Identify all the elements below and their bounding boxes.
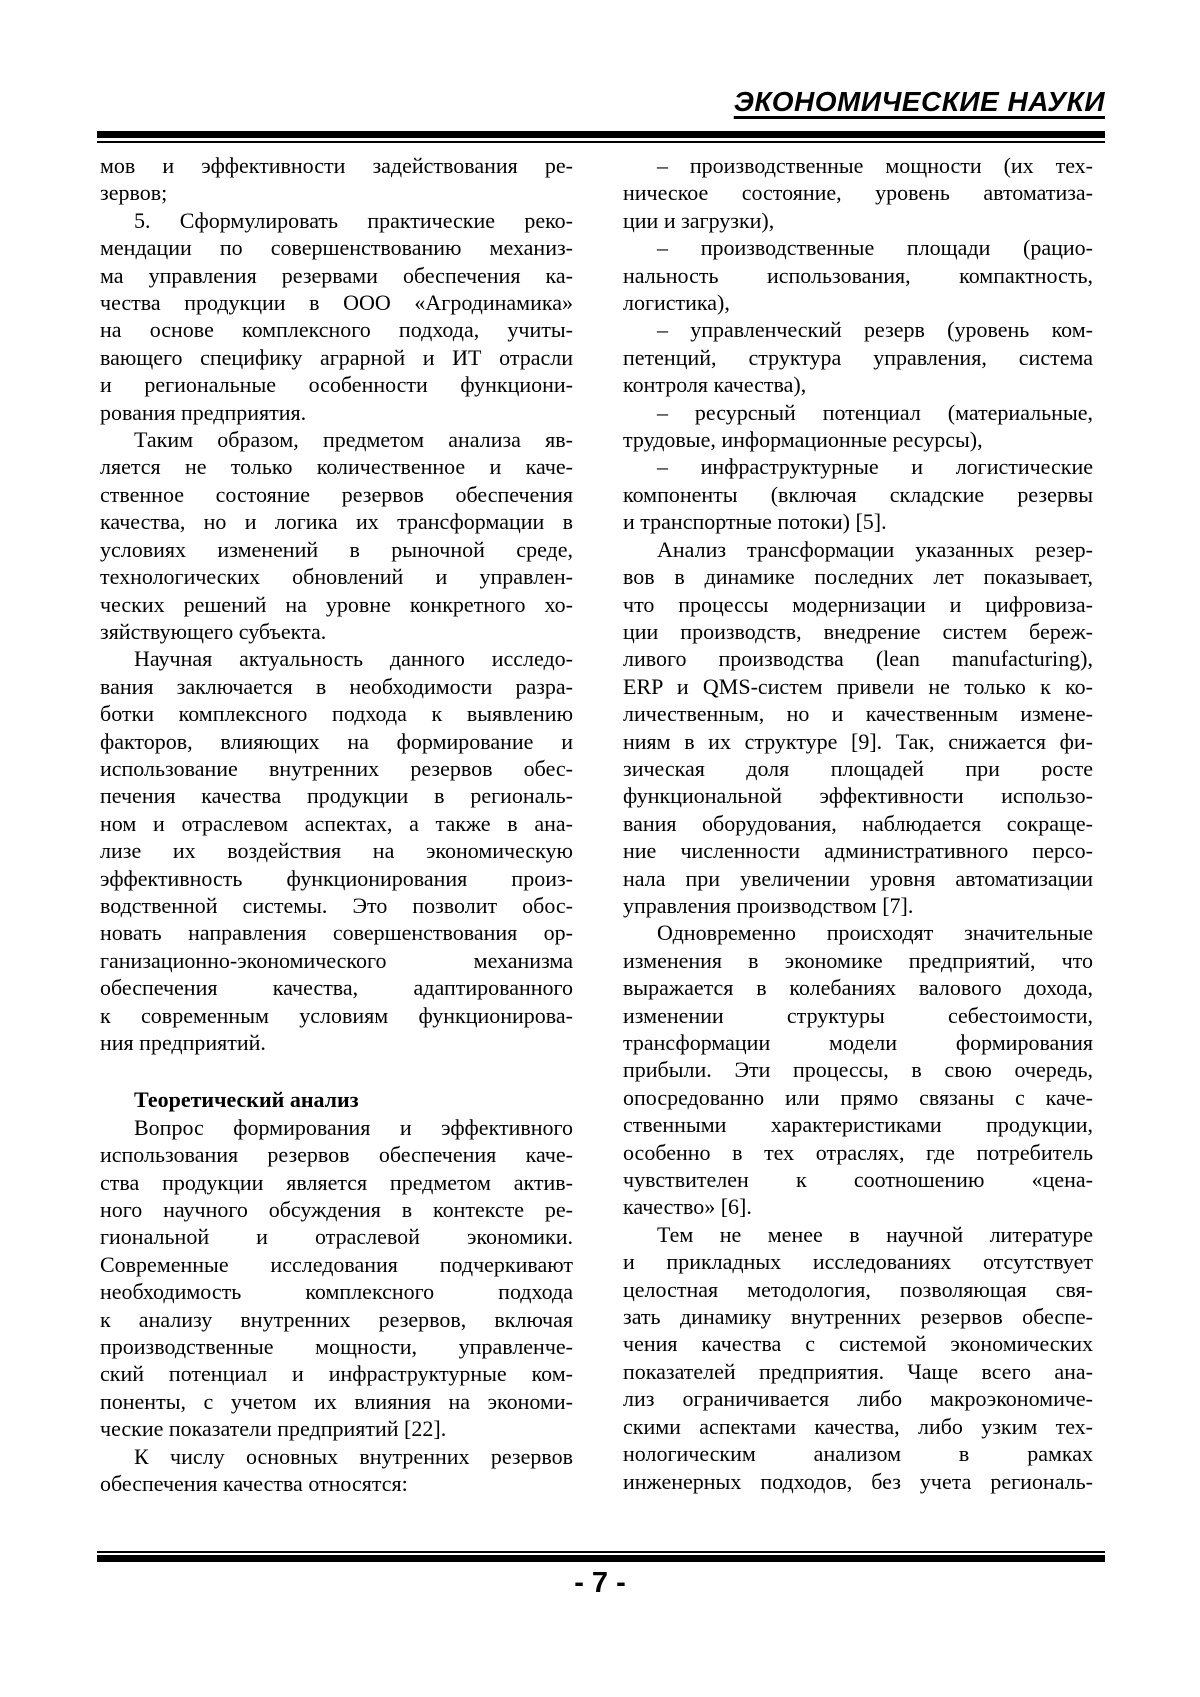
text-line: Тем не менее в научной литературе — [657, 1221, 1093, 1247]
text-line: ческие показатели предприятий [22]. — [100, 1416, 447, 1442]
text-line: ции производств, внедрение систем береж- — [623, 618, 1093, 644]
text-line: печения качества продукции в региональ- — [100, 783, 573, 809]
text-line: качество» [6]. — [623, 1194, 752, 1220]
text-line: ливого производства (lean manufacturing), — [623, 646, 1093, 672]
text-line: новать направления совершенствования ор- — [100, 920, 573, 946]
text-line: чувствителен к соотношению «цена- — [623, 1167, 1093, 1193]
footer-rule-thick-bar — [97, 1555, 1105, 1562]
text-line: 5. Сформулировать практические реко- — [134, 207, 573, 233]
header-rule — [97, 131, 1105, 143]
text-line: ственное состояние резервов обеспечения — [100, 481, 573, 507]
text-line: и прикладных исследованиях отсутствует — [623, 1249, 1093, 1275]
text-line: рования предприятия. — [100, 399, 307, 425]
text-line: обеспечения качества, адаптированного — [100, 975, 573, 1001]
text-line: ства продукции является предметом актив- — [100, 1169, 573, 1195]
text-line: ном и отраслевом аспектах, а также в ана- — [100, 810, 573, 836]
text-line: лизе их воздействия на экономическую — [100, 838, 573, 864]
text-line: нологическим анализом в рамках — [623, 1441, 1093, 1467]
text-line: обеспечения качества относятся: — [100, 1471, 408, 1497]
paragraph — [100, 1443, 573, 1498]
text-line: нала при увеличении уровня автоматизации — [623, 865, 1093, 891]
text-line: условиях изменений в рыночной среде, — [100, 536, 573, 562]
paragraph — [623, 453, 1093, 535]
text-line: прибыли. Эти процессы, в свою очередь, — [623, 1057, 1093, 1083]
text-line: ние численности административного персо- — [623, 838, 1093, 864]
page-number: - 7 - — [574, 1567, 626, 1599]
text-line: и региональные особенности функциони- — [100, 372, 573, 398]
text-line: к современным условиям функционирова- — [100, 1002, 573, 1028]
column-left — [100, 152, 573, 1498]
paragraph — [623, 399, 1093, 454]
text-line: показателей предприятия. Чаще всего ана- — [623, 1358, 1093, 1384]
paragraph — [100, 645, 573, 1056]
text-line: ственными характеристиками продукции, — [623, 1112, 1093, 1138]
text-line: ции и загрузки), — [623, 207, 775, 233]
text-line: Одновременно происходят значительные — [657, 920, 1093, 946]
text-line: зать динамику внутренних резервов обеспе- — [623, 1304, 1093, 1330]
text-line: зервов; — [100, 180, 168, 206]
text-line: ма управления резервами обеспечения ка- — [100, 262, 573, 288]
text-line: ERP и QMS-систем привели не только к ко- — [623, 673, 1093, 699]
text-line: использования резервов обеспечения каче- — [100, 1142, 573, 1168]
text-line: инженерных подходов, без учета региональ- — [623, 1468, 1093, 1494]
text-line: использование внутренних резервов обес- — [100, 755, 573, 781]
text-line: вающего специфику аграрной и ИТ отрасли — [100, 344, 573, 370]
text-line: функциональной эффективности использо- — [623, 783, 1093, 809]
text-line: управления производством [7]. — [623, 892, 914, 918]
text-line: водственной системы. Это позволит обос- — [100, 892, 573, 918]
text-line: скими аспектами качества, либо узким тех- — [623, 1413, 1093, 1439]
text-line: ния предприятий. — [100, 1030, 266, 1055]
text-line: изменения в экономике предприятий, что — [623, 947, 1093, 973]
paragraph — [623, 152, 1093, 234]
text-line: на основе комплексного подхода, учиты- — [100, 317, 573, 343]
text-line: факторов, влияющих на формирование и — [100, 728, 573, 754]
text-line: и транспортные потоки) [5]. — [623, 509, 887, 535]
paragraph — [623, 919, 1093, 1220]
text-line: зическая доля площадей при росте — [623, 755, 1093, 781]
text-line: вания оборудования, наблюдается сокраще- — [623, 810, 1093, 836]
paragraph — [100, 152, 573, 207]
text-line: Научная актуальность данного исследо- — [134, 646, 573, 672]
text-line: – производственные площади (рацио- — [657, 235, 1093, 261]
journal-section-title: ЭКОНОМИЧЕСКИЕ НАУКИ — [733, 86, 1105, 117]
text-line: зяйствующего субъекта. — [100, 618, 327, 644]
text-line: ного научного обсуждения в контексте ре- — [100, 1197, 573, 1223]
text-line: качества, но и логика их трансформации в — [100, 509, 573, 535]
text-line: ниям в их структуре [9]. Так, снижается фи- — [623, 728, 1093, 754]
text-line: ский потенциал и инфраструктурные ком- — [100, 1361, 573, 1387]
text-line: мов и эффективности задействования ре- — [100, 153, 573, 178]
text-line: – инфраструктурные и логистические — [657, 454, 1093, 480]
article-body — [100, 152, 1093, 1498]
text-line: к анализу внутренних резервов, включая — [100, 1306, 573, 1332]
section-heading: Теоретический анализ — [134, 1087, 359, 1113]
text-line: – управленческий резерв (уровень ком- — [657, 317, 1093, 343]
paragraph — [623, 316, 1093, 398]
header-rule-thin-bar — [97, 141, 1105, 143]
text-line: лиз ограничивается либо макроэкономиче- — [623, 1386, 1093, 1412]
text-line: личественным, но и качественным измене- — [623, 701, 1093, 727]
text-line: трансформации модели формирования — [623, 1030, 1093, 1055]
paragraph — [100, 426, 573, 645]
paragraph — [100, 207, 573, 426]
text-line: технологических обновлений и управлен- — [100, 564, 573, 590]
text-line: опосредованно или прямо связаны с каче- — [623, 1084, 1093, 1110]
text-line: ботки комплексного подхода к выявлению — [100, 701, 573, 727]
text-line: – производственные мощности (их тех- — [657, 153, 1093, 178]
text-line: производственные мощности, управленче- — [100, 1334, 573, 1360]
text-line: изменении структуры себестоимости, — [623, 1002, 1093, 1028]
text-line: поненты, с учетом их влияния на экономи- — [100, 1388, 573, 1414]
text-line: Вопрос формирования и эффективного — [134, 1114, 573, 1140]
text-line: мендации по совершенствованию механиз- — [100, 235, 573, 261]
text-line: Таким образом, предметом анализа яв- — [134, 427, 573, 453]
text-line: нальность использования, компактность, — [623, 262, 1093, 288]
text-line: эффективность функционирования произ- — [100, 865, 573, 891]
text-line: – ресурсный потенциал (материальные, — [657, 399, 1093, 425]
text-line: компоненты (включая складские резервы — [623, 481, 1093, 507]
text-line: ческих решений на уровне конкретного хо- — [100, 591, 573, 617]
paragraph — [623, 536, 1093, 920]
text-line: чения качества с системой экономических — [623, 1331, 1093, 1357]
text-line: гиональной и отраслевой экономики. — [100, 1224, 573, 1250]
text-line: вов в динамике последних лет показывает, — [623, 564, 1093, 590]
text-line: петенций, структура управления, система — [623, 344, 1093, 370]
text-line: ляется не только количественное и каче- — [100, 454, 573, 480]
paragraph — [623, 234, 1093, 316]
header-rule-thick-bar — [97, 131, 1105, 138]
text-line: Анализ трансформации указанных резер- — [657, 536, 1093, 562]
text-line: контроля качества), — [623, 372, 807, 398]
text-line: вания заключается в необходимости разра- — [100, 673, 573, 699]
text-line: необходимость комплексного подхода — [100, 1279, 573, 1305]
text-line: особенно в тех отраслях, где потребитель — [623, 1139, 1093, 1165]
text-line: логистика), — [623, 290, 730, 316]
text-line: чества продукции в ООО «Агродинамика» — [100, 290, 573, 316]
paragraph — [100, 1114, 573, 1443]
text-line: К числу основных внутренних резервов — [134, 1443, 573, 1469]
text-line: трудовые, информационные ресурсы), — [623, 427, 983, 453]
column-right — [623, 152, 1093, 1498]
text-line: ганизационно-экономического механизма — [100, 947, 573, 973]
footer-rule — [97, 1551, 1105, 1562]
text-line: что процессы модернизации и цифровиза- — [623, 591, 1093, 617]
text-line: выражается в колебаниях валового дохода, — [623, 975, 1093, 1001]
text-line: Современные исследования подчеркивают — [100, 1251, 573, 1277]
footer-rule-thin-bar — [97, 1551, 1105, 1553]
text-line: целостная методология, позволяющая свя- — [623, 1276, 1093, 1302]
paragraph — [623, 1221, 1093, 1495]
text-line: ническое состояние, уровень автоматиза- — [623, 180, 1093, 206]
